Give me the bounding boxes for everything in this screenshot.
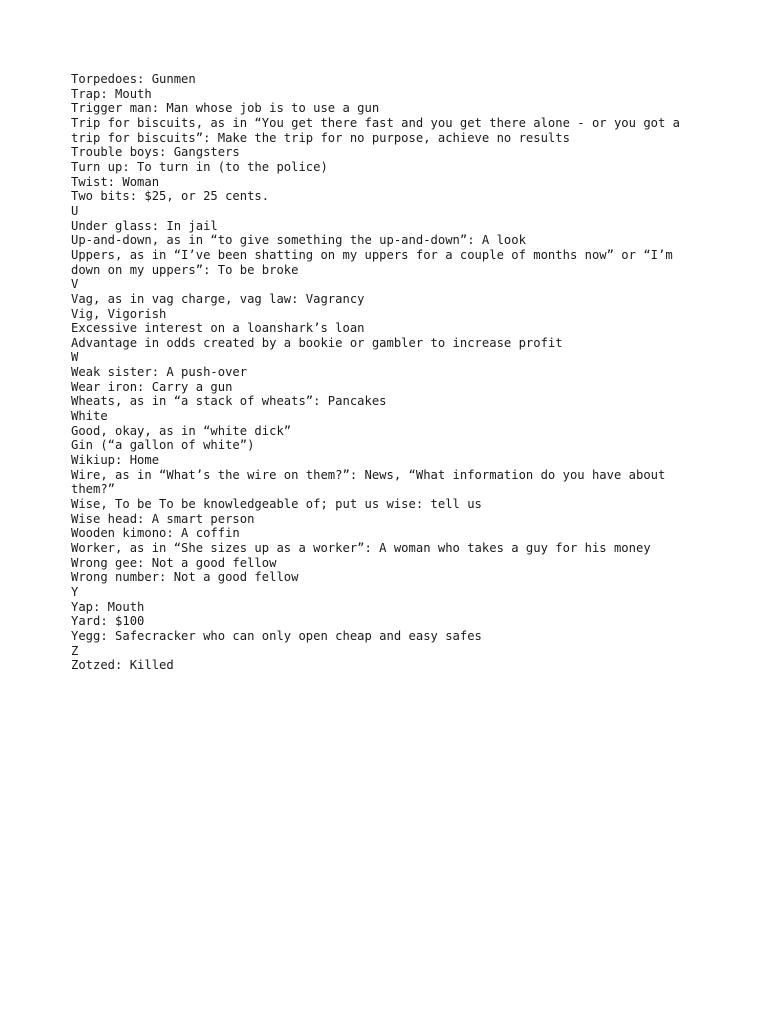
text-line: them?” xyxy=(71,482,116,497)
text-line: White xyxy=(71,409,108,424)
text-line: Under glass: In jail xyxy=(71,218,218,233)
text-line: Two bits: $25, or 25 cents. xyxy=(71,189,270,204)
text-line: Wise head: A smart person xyxy=(71,511,255,526)
text-line: Trigger man: Man whose job is to use a gun xyxy=(71,101,380,116)
section-letter: Z xyxy=(71,643,79,658)
text-line: Yegg: Safecracker who can only open cheap and easy safes xyxy=(71,628,482,643)
text-line: Wise, To be To be knowledgeable of; put us wise: tell us xyxy=(71,497,482,512)
text-line: Vag, as in vag charge, vag law: Vagrancy xyxy=(71,291,365,306)
text-line: Yap: Mouth xyxy=(71,599,145,614)
section-letter: W xyxy=(71,350,79,365)
text-line: Turn up: To turn in (to the police) xyxy=(71,159,328,174)
text-line: Wire, as in “What’s the wire on them?”: News, “What information do you have about xyxy=(71,467,666,482)
text-line: Up-and-down, as in “to give something the up-and-down”: A look xyxy=(71,233,526,248)
text-line: Wheats, as in “a stack of wheats”: Pancakes xyxy=(71,394,387,409)
text-line: Zotzed: Killed xyxy=(71,658,174,673)
text-line: trip for biscuits”: Make the trip for no purpose, achieve no results xyxy=(71,130,570,145)
text-line: Trouble boys: Gangsters xyxy=(71,145,240,160)
text-line: Good, okay, as in “white dick” xyxy=(71,423,292,438)
text-line: Yard: $100 xyxy=(71,614,145,629)
text-line: Wrong gee: Not a good fellow xyxy=(71,555,277,570)
document-page xyxy=(71,72,711,673)
text-line: Excessive interest on a loanshark’s loan xyxy=(71,321,365,336)
text-line: Weak sister: A push-over xyxy=(71,365,248,380)
section-letter: U xyxy=(71,203,79,218)
text-line: Vig, Vigorish xyxy=(71,306,167,321)
text-line: Twist: Woman xyxy=(71,174,160,189)
text-line: Wear iron: Carry a gun xyxy=(71,379,233,394)
text-line: Wikiup: Home xyxy=(71,453,160,468)
text-line: Gin (“a gallon of white”) xyxy=(71,438,255,453)
text-line: Wrong number: Not a good fellow xyxy=(71,570,299,585)
text-line: Wooden kimono: A coffin xyxy=(71,526,240,541)
section-letter: Y xyxy=(71,584,79,599)
text-line: Uppers, as in “I’ve been shatting on my uppers for a couple of months now” or “I’m xyxy=(71,247,673,262)
text-line: Worker, as in “She sizes up as a worker”: A woman who takes a guy for his money xyxy=(71,541,651,555)
section-letter: V xyxy=(71,277,79,292)
text-line: Trip for biscuits, as in “You get there fast and you get there alone - or you got a xyxy=(71,115,681,130)
text-line: Trap: Mouth xyxy=(71,86,152,101)
text-line: Torpedoes: Gunmen xyxy=(71,72,196,86)
text-line: down on my uppers”: To be broke xyxy=(71,262,299,277)
text-line: Advantage in odds created by a bookie or gambler to increase profit xyxy=(71,335,563,350)
